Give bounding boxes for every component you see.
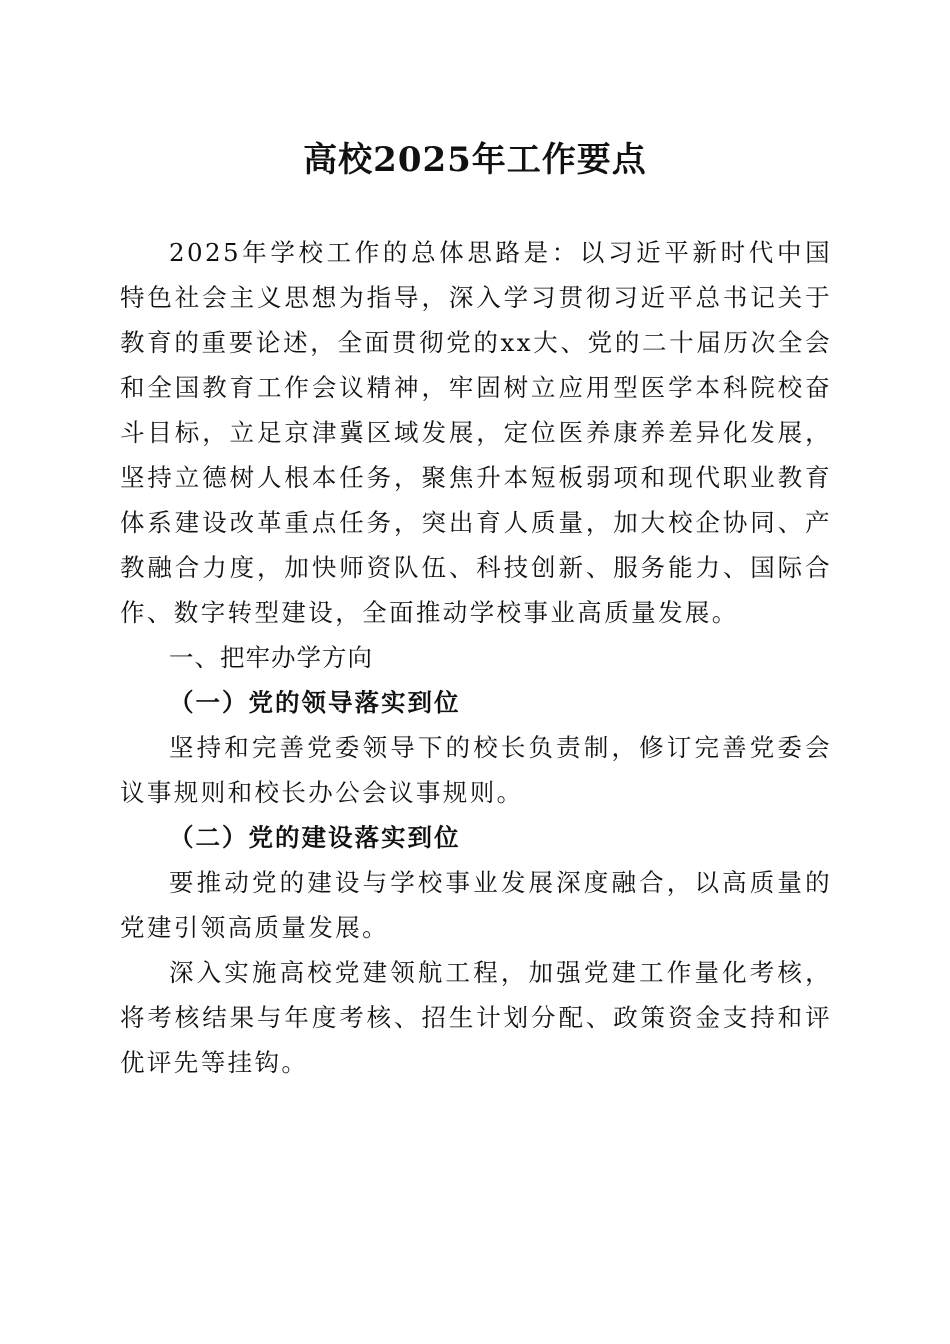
subsection-1-paragraph: 坚持和完善党委领导下的校长负责制，修订完善党委会议事规则和校长办公会议事规则。 [120, 733, 832, 807]
subsection-heading-2: （二）党的建设落实到位 [169, 823, 461, 852]
subsection-2-paragraph-1: 要推动党的建设与学校事业发展深度融合，以高质量的党建引领高质量发展。 [120, 868, 832, 942]
subsection-heading-1: （一）党的领导落实到位 [169, 688, 461, 717]
document-title: 高校2025年工作要点 [303, 140, 647, 180]
subsection-2-paragraph-2: 深入实施高校党建领航工程，加强党建工作量化考核，将考核结果与年度考核、招生计划分配、政策资金支持和评优评先等挂钩。 [120, 958, 832, 1077]
intro-paragraph: 2025年学校工作的总体思路是：以习近平新时代中国特色社会主义思想为指导，深入学习贯彻习近平总书记关于教育的重要论述，全面贯彻党的xx大、党的二十届历次全会和全国教育工作会议精神，牢固树立应用型医学本科院校奋斗目标，立足京津冀区域发展，定位医养康养差异化发展，坚持立德树人根本任务，聚焦升本短板弱项和现代职业教育体系建设改革重点任务，突出育人质量，加大校企协同、产教融合力度，加快师资队伍、科技创新、服务能力、国际合作、数字转型建设，全面推动学校事业高质量发展。 [120, 238, 832, 627]
document-body [120, 230, 832, 1085]
section-heading: 一、把牢办学方向 [169, 643, 373, 672]
